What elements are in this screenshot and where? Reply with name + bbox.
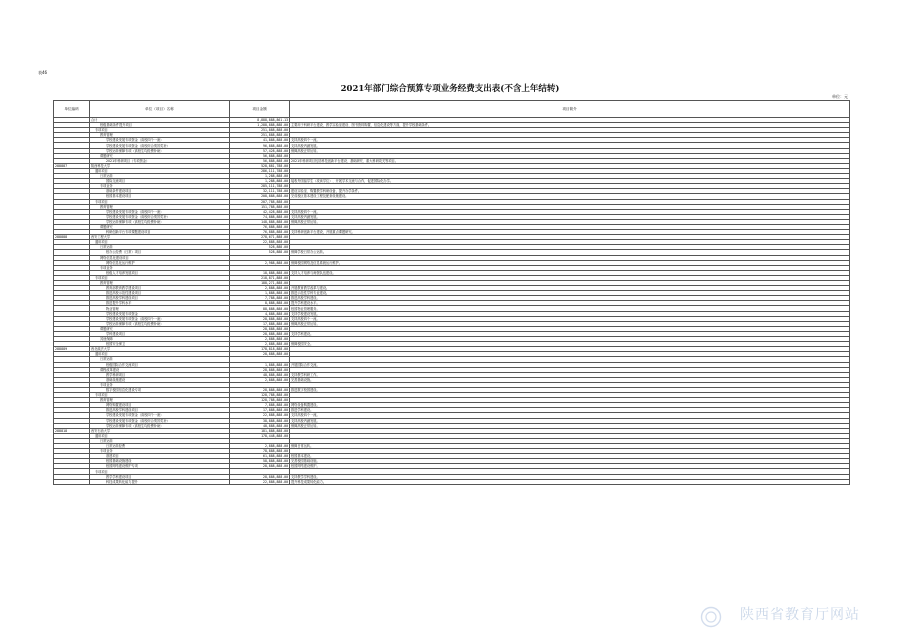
cell-name: 学校运转保障专项（高校生均经费补助） [90, 148, 230, 153]
cell-amount: 2,888,888.00 [230, 377, 290, 382]
cell-amount: 151,788,888.00 [230, 204, 290, 209]
cell-name: 专项项目 [90, 393, 230, 398]
cell-amount: 528,881,788.00 [230, 163, 290, 168]
table-row [54, 479, 850, 484]
cell-name: 校园网络建设维护专项 [90, 464, 230, 469]
cell-desc: 网络设备购置建设。 [290, 403, 850, 408]
cell-desc: 保障日常运转。 [290, 444, 850, 449]
cell-amount: 17,888,888.00 [230, 408, 290, 413]
cell-amount: 28,888,888.00 [230, 474, 290, 479]
cell-name: 数字校园信息化建设专项 [90, 387, 230, 392]
cell-name: 陕西科技大学 [90, 163, 230, 168]
cell-amount: 528,888.00 [230, 245, 290, 250]
cell-amount: 218,871,888.00 [230, 275, 290, 280]
cell-desc: 支持科研创新平台建设，开展重点课题研究。 [290, 230, 850, 235]
cell-name: 校办公经费（日常）项目 [90, 250, 230, 255]
cell-name: 西安工程大学 [90, 235, 230, 240]
cell-desc: 推进示范性学科专业建设。 [290, 291, 850, 296]
cell-name: 学校建设发展专项资金（高校综合绩效奖补） [90, 143, 230, 148]
cell-amount: 128,788,888.00 [230, 398, 290, 403]
watermark: 陕西省教育厅网站 [740, 607, 860, 623]
cell-name: 专项业务 [90, 265, 230, 270]
cell-name: 推进高校示范性建设项目 [90, 291, 230, 296]
cell-amount: 4,888,888.00 [230, 311, 290, 316]
cell-desc: 2021年科研项目包括科技创新平台建设、基础研究、重大科研攻关等项目。 [290, 158, 850, 163]
cell-name: 合计 [90, 118, 230, 123]
cell-amount: 58,888,888.00 [230, 459, 290, 464]
cell-name: 通用项目 [90, 240, 230, 245]
cell-name: 物业管理 [90, 306, 230, 311]
cell-amount: 7,888,888.00 [230, 403, 290, 408]
cell-name: 日常运转 [90, 174, 230, 179]
cell-amount: 2,888,888.00 [230, 342, 290, 347]
cell-name: 网络购置建设项目 [90, 403, 230, 408]
cell-amount: 1,288,888,888.00 [230, 123, 290, 128]
cell-name: 课程改革建设 [90, 367, 230, 372]
cell-amount: 2,888,888.00 [230, 286, 290, 291]
cell-amount: 18,888,888.00 [230, 270, 290, 275]
cell-name: 专项项目 [90, 275, 230, 280]
cell-desc: 开展教育教学改革与建设。 [290, 286, 850, 291]
table-header-row [54, 101, 850, 118]
cell-name: 网络信息化建设项目 [90, 255, 230, 260]
cell-name: 课题研究 [90, 326, 230, 331]
cell-code: 288888 [54, 235, 90, 240]
cell-amount: 2,888,888.00 [230, 337, 290, 342]
cell-amount: 207,788,888.00 [230, 199, 290, 204]
cell-desc: 校园网络建设维护。 [290, 464, 850, 469]
cell-desc: 支持高校内涵发展。 [290, 214, 850, 219]
cell-amount: 1,888,888.00 [230, 362, 290, 367]
cell-amount: 17,888,888.00 [230, 321, 290, 326]
cell-desc: 保障高校正常运转。 [290, 423, 850, 428]
cell-name: 日常运转 [90, 438, 230, 443]
cell-desc: 支持学校建设发展。 [290, 311, 850, 316]
table-body [54, 118, 850, 485]
cell-amount: 28,888,888.00 [230, 331, 290, 336]
cell-name: 推进高校学科建设项目 [90, 408, 230, 413]
cell-desc: 支持高校四个一流。 [290, 138, 850, 143]
cell-name: 学校运转保障专项（高校生均经费补助） [90, 423, 230, 428]
cell-desc: 推进高校学科建设。 [290, 296, 850, 301]
cell-name: 日常运转 [90, 245, 230, 250]
cell-amount: 78,888,888.00 [230, 449, 290, 454]
cell-name: 网络信息化运行维护 [90, 260, 230, 265]
cell-desc: 接收外国留学生（攻读学位）、开展学术交流与合作，促进国际化办学。 [290, 179, 850, 184]
cell-amount: 38,888,888.00 [230, 418, 290, 423]
cell-amount: 48,888,888.00 [230, 423, 290, 428]
cell-amount: 1,288,888.00 [230, 174, 290, 179]
cell-name: 学校建设发展专项资金 [90, 311, 230, 316]
cell-desc: 保障学校日常办公运转。 [290, 250, 850, 255]
cell-desc: 推进数字校园建设。 [290, 387, 850, 392]
cell-amount: 1,888,888.00 [230, 291, 290, 296]
page-tag: 表46 [38, 70, 48, 75]
cell-desc: 支持教学学科建设。 [290, 474, 850, 479]
cell-name: 其他保障 [90, 337, 230, 342]
cell-desc: 保障校园安全。 [290, 342, 850, 347]
cell-name: 西北政法大学 [90, 347, 230, 352]
cell-code: 288818 [54, 428, 90, 433]
cell-name: 教学学科建设项目 [90, 474, 230, 479]
cell-amount: 2,988,888.00 [230, 260, 290, 265]
col-header-amount: 项目金额 [230, 101, 290, 118]
cell-name: 校级国际合作交流项目 [90, 362, 230, 367]
cell-name: 通用项目 [90, 168, 230, 173]
cell-name: 西安石油大学 [90, 428, 230, 433]
cell-desc: 校园基本建设。 [290, 454, 850, 459]
cell-amount: 2,888,888.00 [230, 444, 290, 449]
cell-desc: 完善校园基础设施。 [290, 459, 850, 464]
cell-name: 通用项目 [90, 433, 230, 438]
cell-name: 学校运转保障专项（高校生均经费补助） [90, 321, 230, 326]
cell-amount: 42,428,888.00 [230, 209, 290, 214]
cell-name: 学校建设发展专项资金（高校四个一流） [90, 316, 230, 321]
cell-name: 基础设施建设 [90, 377, 230, 382]
col-header-code: 单位编码 [54, 101, 90, 118]
cell-desc: 开展国际合作交流。 [290, 362, 850, 367]
col-header-desc: 项目简介 [290, 101, 850, 118]
cell-amount: 74,888,888.00 [230, 214, 290, 219]
cell-amount: 96,888,888.00 [230, 143, 290, 148]
cell-name: 专项业务 [90, 184, 230, 189]
cell-name: 教育管理 [90, 281, 230, 286]
cell-name: 国际交流项目 [90, 179, 230, 184]
cell-amount: 1,288,888.00 [230, 179, 290, 184]
cell-desc: 校园物业管理服务。 [290, 306, 850, 311]
cell-name: 学校建设发展专项资金（高校综合绩效奖补） [90, 418, 230, 423]
cell-name: 日常运转经费 [90, 444, 230, 449]
cell-name: 学科建设项目 [90, 331, 230, 336]
cell-desc: 保障校园网络及信息系统运行维护。 [290, 260, 850, 265]
cell-name: 校级基础条件提升项目 [90, 123, 230, 128]
cell-name: 教育部教育教学建设项目 [90, 286, 230, 291]
cell-amount: 28,888,888.00 [230, 387, 290, 392]
cell-amount: 188,271,888.00 [230, 281, 290, 286]
cell-desc: 支持高校四个一流。 [290, 209, 850, 214]
cell-name: 专项项目 [90, 199, 230, 204]
cell-code [54, 479, 90, 484]
cell-desc: 完善基础设施。 [290, 377, 850, 382]
cell-name: 学校建设发展专项资金（高校综合绩效奖补） [90, 214, 230, 219]
cell-amount: 56,888,888.00 [230, 153, 290, 158]
cell-amount: 88,888,888.00 [230, 306, 290, 311]
col-header-name: 单位（项目）名称 [90, 101, 230, 118]
cell-name: 专项业务 [90, 382, 230, 387]
cell-name: 课题研究 [90, 153, 230, 158]
cell-name: 基础条件建设项目 [90, 189, 230, 194]
cell-amount: 208,888,888.00 [230, 194, 290, 199]
cell-desc: 提升学科建设水平。 [290, 301, 850, 306]
cell-amount: 128,788,888.00 [230, 393, 290, 398]
cell-desc: 支持教学科研工作。 [290, 372, 850, 377]
cell-name: 专项项目 [90, 469, 230, 474]
cell-name: 通用项目 [90, 352, 230, 357]
cell-desc: 支持学科建设。 [290, 331, 850, 336]
cell-name: 学校建设发展专项资金（高校四个一流） [90, 138, 230, 143]
cell-amount: 61,888,888.00 [230, 454, 290, 459]
cell-desc: 保障高校正常运转。 [290, 321, 850, 326]
cell-amount: 278,671,888.00 [230, 235, 290, 240]
cell-name: 校园安全保卫 [90, 342, 230, 347]
cell-name: 教育管理 [90, 204, 230, 209]
cell-amount: 22,888,888.00 [230, 240, 290, 245]
cell-amount: 178,448,888.00 [230, 433, 290, 438]
cell-name: 学校运转保障专项（高校生均经费补助） [90, 219, 230, 224]
cell-name: 基建项目 [90, 454, 230, 459]
cell-name: 推进高校学科建设项目 [90, 296, 230, 301]
cell-amount: 48,888,888.00 [230, 372, 290, 377]
cell-amount: 251,888,888.00 [230, 133, 290, 138]
cell-name: 学校建设发展专项资金（高校四个一流） [90, 413, 230, 418]
cell-code: 288887 [54, 163, 90, 168]
cell-name: 校园基本建设项目 [90, 194, 230, 199]
cell-desc: 支持高校四个一流。 [290, 413, 850, 418]
cell-desc: 主要用于科研平台建设、教学实验室建设、图书资料购置、信息化建设等方面，提升学校基础条件。 [290, 123, 850, 128]
emblem-icon [700, 606, 722, 628]
cell-amount: 148,888,888.00 [230, 219, 290, 224]
cell-amount: 56,888,888.00 [230, 158, 290, 163]
cell-amount: 22,888,888.00 [230, 413, 290, 418]
cell-amount: 286,111,788.00 [230, 168, 290, 173]
cell-code: 288889 [54, 347, 90, 352]
cell-amount: 28,888,888.00 [230, 316, 290, 321]
cell-amount: 41,888,888.00 [230, 138, 290, 143]
cell-amount: 28,888,888.00 [230, 464, 290, 469]
cell-amount: 178,818,888.00 [230, 347, 290, 352]
cell-desc: 保障高校正常运转。 [290, 219, 850, 224]
cell-name: 校级人才培养发展项目 [90, 270, 230, 275]
cell-desc: 提升科技成果转化能力。 [290, 479, 850, 484]
cell-amount: 32,111,788.00 [230, 189, 290, 194]
page-title: 2021年部门综合预算专项业务经费支出表(不含上年结转) [340, 84, 560, 94]
cell-amount: 57,428,888.00 [230, 148, 290, 153]
cell-desc: 支持高校四个一流。 [290, 316, 850, 321]
cell-desc: 完成校区基本建设工程及配套设施建设。 [290, 194, 850, 199]
cell-desc: 保障高校正常运转。 [290, 148, 850, 153]
cell-desc: 支持高校内涵发展。 [290, 418, 850, 423]
cell-amount: 181,888,888.00 [230, 428, 290, 433]
cell-name: 教育管理 [90, 398, 230, 403]
cell-name: 学校建设发展专项资金（高校四个一流） [90, 209, 230, 214]
cell-amount: 28,888,888.00 [230, 326, 290, 331]
cell-amount: 28,888,888.00 [230, 352, 290, 357]
cell-name: 教育管理 [90, 133, 230, 138]
cell-name: 教学科研项目 [90, 372, 230, 377]
budget-table [53, 100, 850, 485]
cell-amount: 22,888,888.00 [230, 479, 290, 484]
cell-name: 科研创新平台专项课题建设项目 [90, 230, 230, 235]
cell-desc: 推进学科建设。 [290, 408, 850, 413]
cell-amount: 251,888,888.00 [230, 128, 290, 133]
cell-amount: 8,888,888,861.13 [230, 118, 290, 123]
cell-desc: 支持人才培养与师资队伍建设。 [290, 270, 850, 275]
cell-name: 日常运转 [90, 357, 230, 362]
cell-name: 课题研究 [90, 224, 230, 229]
cell-name: 科技成果转化能力提升 [90, 479, 230, 484]
cell-name: 推进提升学科水平 [90, 301, 230, 306]
cell-name: 校园基础设施建设 [90, 459, 230, 464]
cell-amount: 8,888,888.00 [230, 301, 290, 306]
cell-amount: 285,111,788.00 [230, 184, 290, 189]
cell-name: 2021年科研项目（专项资金） [90, 158, 230, 163]
cell-desc: 支持高校内涵发展。 [290, 143, 850, 148]
cell-name: 专项项目 [90, 128, 230, 133]
cell-amount: 76,888,888.00 [230, 224, 290, 229]
cell-amount: 528,888.00 [230, 250, 290, 255]
cell-desc: 建设实验室、购置教学科研设备，提升办学条件。 [290, 189, 850, 194]
cell-name: 专项业务 [90, 449, 230, 454]
cell-amount: 76,888,888.00 [230, 230, 290, 235]
cell-amount: 28,888,888.00 [230, 367, 290, 372]
cell-amount: 7,788,888.00 [230, 296, 290, 301]
unit-label: 单位：元 [832, 94, 848, 99]
